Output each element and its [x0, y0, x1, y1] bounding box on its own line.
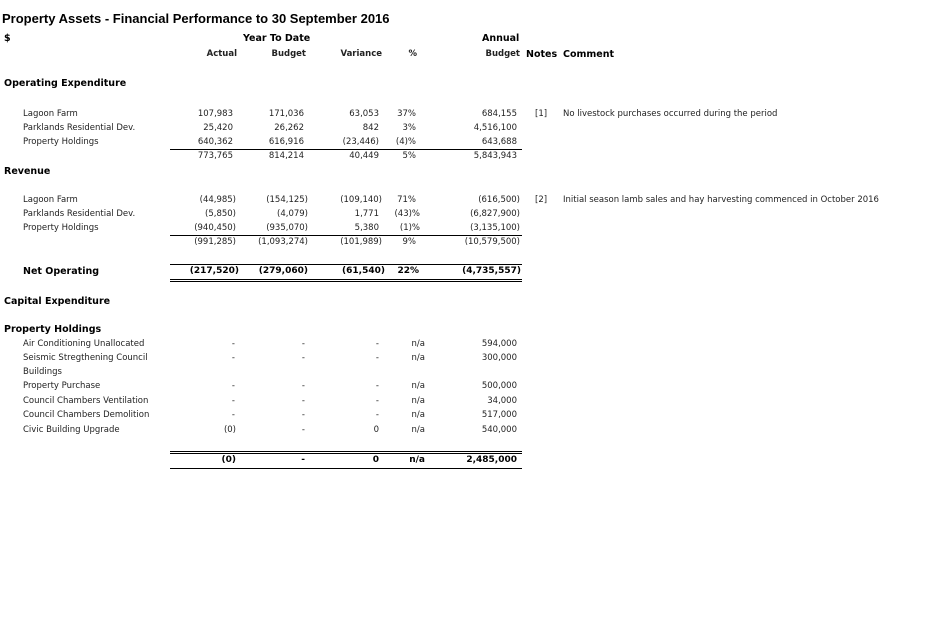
budget-value: -	[301, 339, 305, 349]
row-label: Property Holdings	[23, 223, 99, 233]
row-label: Property Holdings	[23, 137, 99, 147]
subtotal-rule	[170, 235, 522, 236]
pct-total: n/a	[409, 455, 425, 465]
row-label: Parklands Residential Dev.	[23, 123, 136, 133]
annual-value: 540,000	[481, 425, 517, 435]
row-label: Council Chambers Ventilation	[23, 396, 149, 406]
actual-value: (44,985)	[199, 195, 236, 205]
note-ref: [1]	[535, 109, 548, 119]
variance-value: 0	[373, 425, 379, 435]
annual-total: (4,735,557)	[462, 266, 521, 276]
row-label: Council Chambers Demolition	[23, 410, 150, 420]
budget-value: (4,079)	[277, 209, 308, 219]
variance-value: 1,771	[354, 209, 379, 219]
actual-value: -	[231, 410, 235, 420]
comment-text: Initial season lamb sales and hay harvesting commenced in October 2016	[563, 195, 879, 205]
budget-header: Budget	[271, 49, 306, 59]
row-label: Lagoon Farm	[23, 195, 78, 205]
pct-value: 37%	[397, 109, 416, 119]
capex-heading: Capital Expenditure	[4, 296, 111, 307]
annual-total: 2,485,000	[466, 455, 517, 465]
pct-value: n/a	[411, 425, 425, 435]
budget-value: -	[301, 353, 305, 363]
variance-value: (23,446)	[342, 137, 379, 147]
report-title: Property Assets - Financial Performance to 30 September 2016	[2, 11, 390, 26]
annual-value: 500,000	[481, 381, 517, 391]
pct-value: (4)%	[395, 137, 416, 147]
budget-value: 616,916	[268, 137, 304, 147]
actual-total: (0)	[221, 455, 236, 465]
actual-header: Actual	[206, 49, 237, 59]
pct-value: (1)%	[399, 223, 420, 233]
annual-value: 300,000	[481, 353, 517, 363]
variance-value: -	[375, 339, 379, 349]
actual-total: (217,520)	[189, 266, 239, 276]
actual-value: 640,362	[197, 137, 233, 147]
actual-value: 25,420	[203, 123, 233, 133]
budget-value: -	[301, 396, 305, 406]
annual-total: 5,843,943	[473, 151, 517, 161]
actual-value: (940,450)	[194, 223, 236, 233]
pct-value: n/a	[411, 339, 425, 349]
budget-value: -	[301, 425, 305, 435]
variance-total: (61,540)	[342, 266, 385, 276]
annual-value: 34,000	[487, 396, 517, 406]
comment-header: Comment	[563, 49, 615, 60]
actual-value: 107,983	[197, 109, 233, 119]
variance-value: -	[375, 396, 379, 406]
variance-value: 63,053	[349, 109, 379, 119]
comment-text: No livestock purchases occurred during the period	[563, 109, 778, 119]
budget-value: -	[301, 381, 305, 391]
variance-value: -	[375, 410, 379, 420]
row-label: Civic Building Upgrade	[23, 425, 120, 435]
budget-value: 171,036	[268, 109, 304, 119]
net-rule-bottom-1	[170, 279, 522, 280]
actual-value: -	[231, 381, 235, 391]
variance-value: -	[375, 381, 379, 391]
pct-value: n/a	[411, 410, 425, 420]
pct-value: 71%	[397, 195, 416, 205]
annual-value: (3,135,100)	[470, 223, 520, 233]
variance-header: Variance	[340, 49, 382, 59]
annual-value: (6,827,900)	[470, 209, 520, 219]
capex-subheading: Property Holdings	[4, 324, 102, 335]
annual-value: 643,688	[481, 137, 517, 147]
budget-total: 814,214	[268, 151, 304, 161]
annual-header: Annual	[482, 33, 520, 44]
subtotal-rule	[170, 149, 522, 150]
capex-rule-top-2	[170, 453, 522, 454]
annual-value: 4,516,100	[473, 123, 517, 133]
variance-value: -	[375, 353, 379, 363]
row-label: Property Purchase	[23, 381, 101, 391]
actual-total: 773,765	[197, 151, 233, 161]
capex-rule-top-1	[170, 451, 522, 452]
capex-rule-bottom	[170, 468, 522, 469]
pct-value: n/a	[411, 396, 425, 406]
variance-total: 40,449	[349, 151, 379, 161]
row-label-cont: Buildings	[23, 367, 62, 377]
pct-value: n/a	[411, 353, 425, 363]
budget-total: (279,060)	[258, 266, 308, 276]
pct-total: 5%	[402, 151, 416, 161]
row-label: Seismic Stregthening Council	[23, 353, 148, 363]
actual-value: (5,850)	[205, 209, 236, 219]
pct-total: 22%	[397, 266, 419, 276]
actual-total: (991,285)	[194, 237, 236, 247]
annual-budget-header: Budget	[485, 49, 520, 59]
net-rule-top	[170, 264, 522, 265]
budget-total: (1,093,274)	[258, 237, 308, 247]
note-ref: [2]	[535, 195, 548, 205]
variance-total: 0	[372, 455, 379, 465]
pct-value: 3%	[402, 123, 416, 133]
actual-value: (0)	[223, 425, 236, 435]
variance-value: (109,140)	[340, 195, 382, 205]
annual-total: (10,579,500)	[464, 237, 520, 247]
variance-value: 842	[362, 123, 379, 133]
row-label: Air Conditioning Unallocated	[23, 339, 145, 349]
notes-header: Notes	[526, 49, 558, 60]
row-label: Lagoon Farm	[23, 109, 78, 119]
annual-value: 594,000	[481, 339, 517, 349]
budget-total: -	[301, 455, 305, 465]
pct-total: 9%	[402, 237, 416, 247]
annual-value: 684,155	[481, 109, 517, 119]
currency-label: $	[4, 33, 11, 44]
budget-value: 26,262	[274, 123, 304, 133]
actual-value: -	[231, 339, 235, 349]
revenue-heading: Revenue	[4, 166, 51, 177]
variance-value: 5,380	[354, 223, 379, 233]
ytd-header: Year To Date	[243, 33, 311, 44]
variance-total: (101,989)	[340, 237, 382, 247]
pct-value: (43)%	[394, 209, 420, 219]
opex-heading: Operating Expenditure	[4, 78, 127, 89]
annual-value: (616,500)	[478, 195, 520, 205]
actual-value: -	[231, 353, 235, 363]
pct-header: %	[408, 49, 417, 59]
pct-value: n/a	[411, 381, 425, 391]
net-rule-bottom-2	[170, 281, 522, 282]
budget-value: (154,125)	[266, 195, 308, 205]
annual-value: 517,000	[481, 410, 517, 420]
budget-value: -	[301, 410, 305, 420]
net-operating-label: Net Operating	[23, 266, 100, 277]
actual-value: -	[231, 396, 235, 406]
row-label: Parklands Residential Dev.	[23, 209, 136, 219]
budget-value: (935,070)	[266, 223, 308, 233]
